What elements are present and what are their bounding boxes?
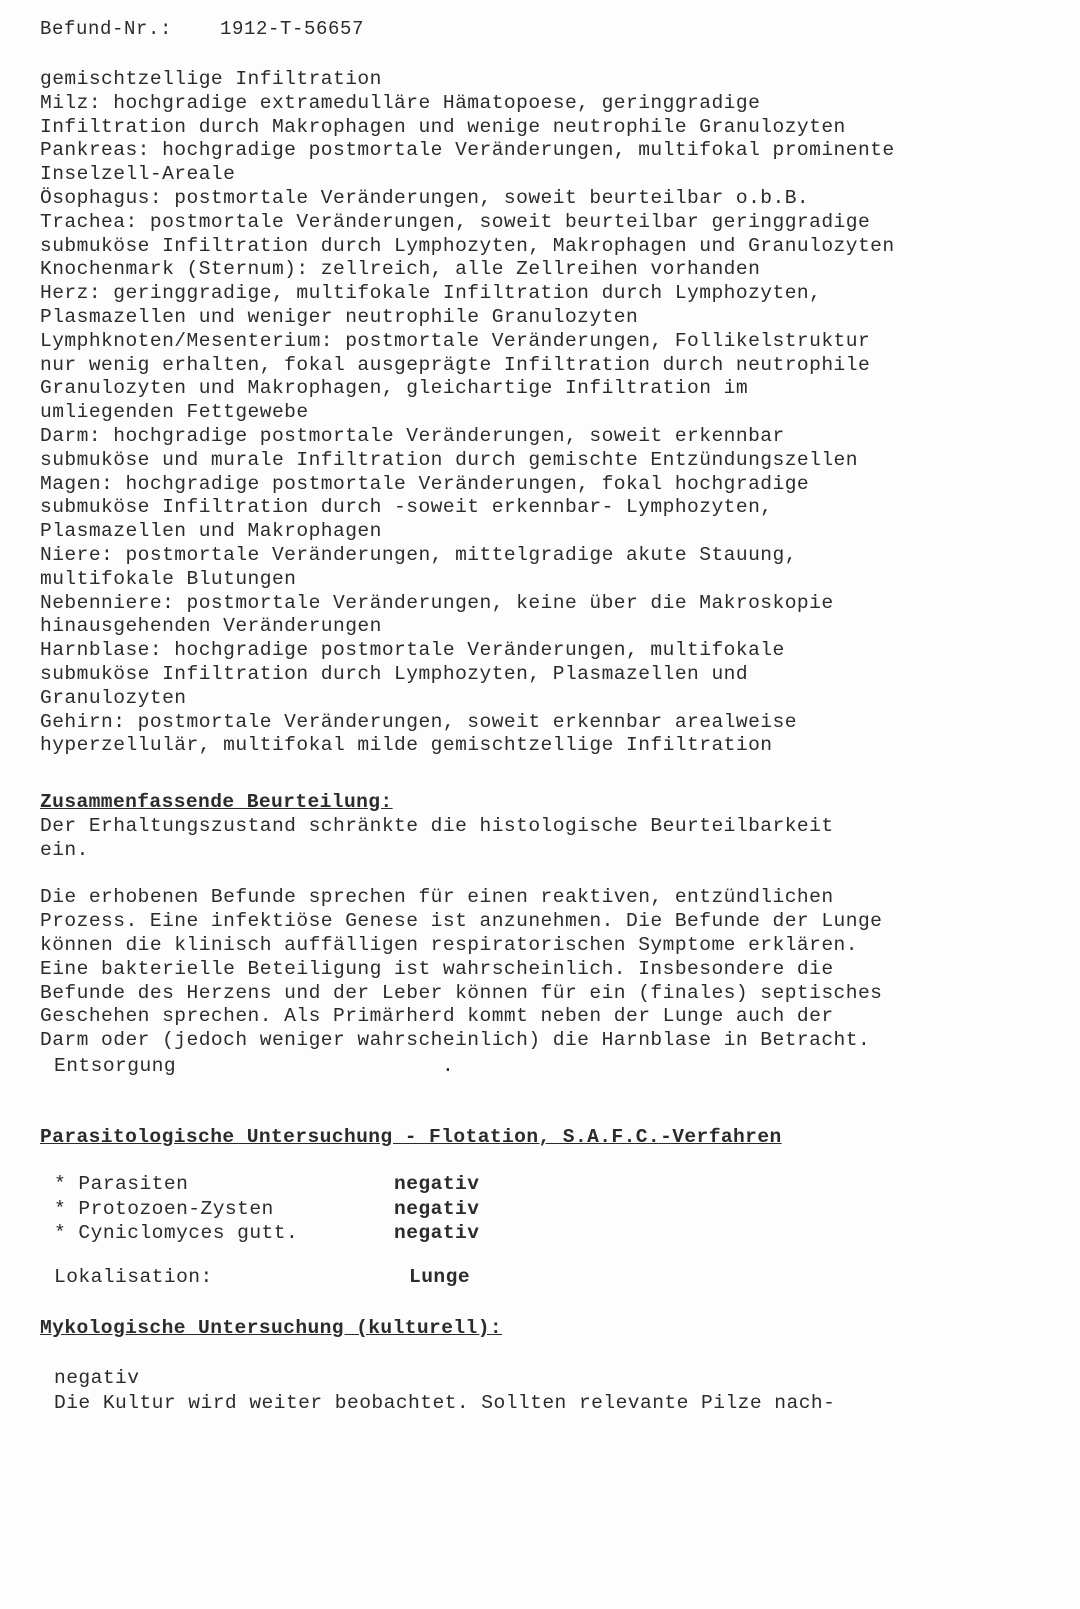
findings-line: Lymphknoten/Mesenterium: postmortale Veränderungen, Follikelstruktur (40, 329, 871, 352)
findings-line: Gehirn: postmortale Veränderungen, soweit erkennbar arealweise (40, 710, 797, 733)
findings-line: Ösophagus: postmortale Veränderungen, soweit beurteilbar o.b.B. (40, 186, 810, 209)
localisation-label: Lokalisation: (54, 1266, 213, 1288)
findings-line: hinausgehenden Veränderungen (40, 615, 382, 638)
localisation-value: Lunge (409, 1266, 471, 1288)
findings-line: Inselzell-Areale (40, 163, 236, 186)
findings-line: Knochenmark (Sternum): zellreich, alle Zellreihen vorhanden (40, 258, 761, 281)
summary-line: Die erhobenen Befunde sprechen für einen reaktiven, entzündlichen (40, 886, 834, 909)
disposal-label: Entsorgung (54, 1055, 177, 1077)
parasitology-heading: Parasitologische Untersuchung - Flotation, S.A.F.C.-Verfahren (40, 1126, 782, 1148)
parasitology-test-result: negativ (394, 1197, 480, 1220)
findings-line: submuköse Infiltration durch Lymphozyten, Makrophagen und Granulozyten (40, 234, 895, 257)
findings-line: Granulozyten und Makrophagen, gleichartige Infiltration im (40, 377, 749, 400)
summary-line: Der Erhaltungszustand schränkte die histologische Beurteilbarkeit (40, 815, 834, 837)
findings-line: Harnblase: hochgradige postmortale Veränderungen, multifokale (40, 639, 785, 662)
summary-line: ein. (40, 838, 89, 861)
parasitology-test-result: negativ (394, 1222, 480, 1244)
organ-findings (40, 68, 1070, 758)
parasitology-row (54, 1197, 479, 1222)
parasitology-test-result: negativ (394, 1173, 480, 1195)
summary-line: Prozess. Eine infektiöse Genese ist anzunehmen. Die Befunde der Lunge (40, 910, 883, 933)
findings-line: multifokale Blutungen (40, 567, 297, 590)
findings-line: Plasmazellen und Makrophagen (40, 520, 382, 543)
findings-line: hyperzellulär, multifokal milde gemischtzellige Infiltration (40, 734, 773, 757)
paragraph-gap (40, 863, 1070, 887)
findings-line: Magen: hochgradige postmortale Veränderungen, fokal hochgradige (40, 472, 810, 495)
localisation-line (54, 1266, 470, 1288)
findings-line: Herz: geringgradige, multifokale Infiltration durch Lymphozyten, (40, 282, 822, 305)
mycology-result: negativ (54, 1367, 140, 1389)
findings-line: Milz: hochgradige extramedulläre Hämatopoese, geringgradige (40, 91, 761, 114)
report-number-label: Befund-Nr.: (40, 18, 173, 40)
parasitology-test-name: * Parasiten (54, 1173, 189, 1195)
parasitology-test-name: * Cyniclomyces gutt. (54, 1222, 299, 1244)
disposal-dot: . (442, 1055, 454, 1077)
findings-line: Granulozyten (40, 686, 187, 709)
summary-line: Eine bakterielle Beteiligung ist wahrscheinlich. Insbesondere die (40, 957, 834, 980)
findings-line: submuköse Infiltration durch -soweit erkennbar- Lymphozyten, (40, 496, 773, 519)
mycology-heading: Mykologische Untersuchung (kulturell): (40, 1317, 503, 1339)
report-number-line (40, 18, 364, 40)
summary-text (40, 815, 1070, 1053)
mycology-note: Die Kultur wird weiter beobachtet. Sollten relevante Pilze nach- (54, 1391, 836, 1414)
findings-line: Pankreas: hochgradige postmortale Veränderungen, multifokal prominente (40, 139, 895, 162)
findings-line: Infiltration durch Makrophagen und wenige neutrophile Granulozyten (40, 115, 846, 138)
mycology-body (54, 1366, 835, 1415)
findings-line: gemischtzellige Infiltration (40, 68, 382, 90)
findings-line: Trachea: postmortale Veränderungen, soweit beurteilbar geringgradige (40, 210, 871, 233)
findings-line: submuköse und murale Infiltration durch gemischte Entzündungszellen (40, 448, 858, 471)
parasitology-test-name: * Protozoen-Zysten (54, 1197, 274, 1220)
summary-line: Befunde des Herzens und der Leber können für ein (finales) septisches (40, 981, 883, 1004)
summary-line: Geschehen sprechen. Als Primärherd kommt neben der Lunge auch der (40, 1005, 834, 1028)
findings-line: umliegenden Fettgewebe (40, 401, 309, 424)
findings-line: submuköse Infiltration durch Lymphozyten, Plasmazellen und (40, 662, 749, 685)
parasitology-row (54, 1221, 479, 1246)
summary-line: können die klinisch auffälligen respiratorischen Symptome erklären. (40, 933, 858, 956)
findings-line: Nebenniere: postmortale Veränderungen, keine über die Makroskopie (40, 591, 834, 614)
findings-line: Niere: postmortale Veränderungen, mittelgradige akute Stauung, (40, 543, 797, 566)
summary-line: Darm oder (jedoch weniger wahrscheinlich) die Harnblase in Betracht. (40, 1029, 871, 1052)
findings-line: nur wenig erhalten, fokal ausgeprägte Infiltration durch neutrophile (40, 353, 871, 376)
parasitology-results (54, 1172, 479, 1246)
summary-heading: Zusammenfassende Beurteilung: (40, 791, 393, 813)
report-number-value: 1912-T-56657 (220, 18, 365, 40)
parasitology-row (54, 1172, 479, 1197)
findings-line: Plasmazellen und weniger neutrophile Granulozyten (40, 305, 639, 328)
findings-line: Darm: hochgradige postmortale Veränderungen, soweit erkennbar (40, 424, 785, 447)
